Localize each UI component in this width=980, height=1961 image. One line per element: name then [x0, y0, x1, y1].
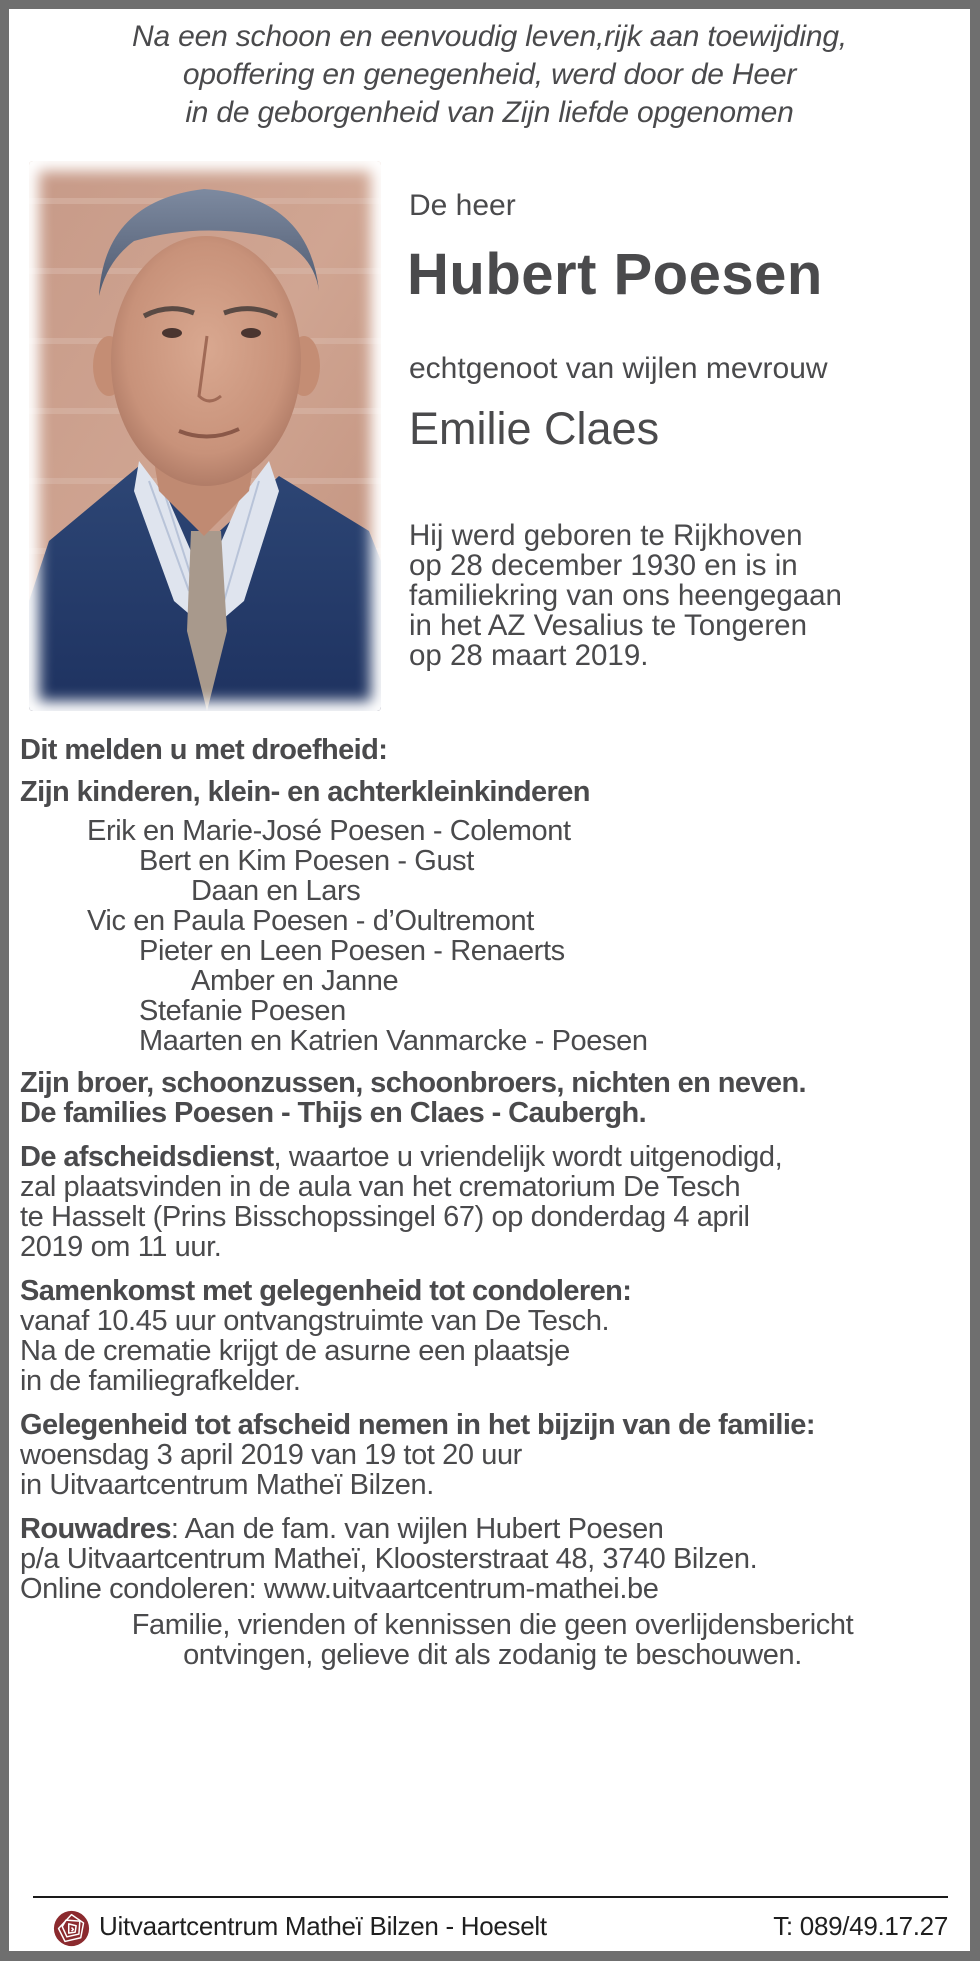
announcement-heading: Dit melden u met droefheid:	[20, 734, 388, 766]
service-text: , waartoe u vriendelijk wordt uitgenodigd,	[273, 1141, 783, 1173]
intro-verse-line: Na een schoon en eenvoudig leven,rijk aan toewijding,	[132, 20, 847, 53]
family-member: Stefanie Poesen	[139, 995, 346, 1027]
children-heading: Zijn kinderen, klein- en achterkleinkinderen	[20, 776, 590, 808]
mourning-address-line	[20, 1514, 965, 1544]
notice-line: ontvingen, gelieve dit als zodanig te beschouwen.	[183, 1639, 802, 1671]
intro-verse-line: in de geborgenheid van Zijn liefde opgenomen	[185, 96, 794, 129]
relatives-line: De families Poesen - Thijs en Claes - Caubergh.	[20, 1097, 647, 1129]
gathering-line: Na de crematie krijgt de asurne een plaatsje	[20, 1335, 570, 1367]
service-first-line	[20, 1142, 965, 1172]
gathering-line: vanaf 10.45 uur ontvangstruimte van De Tesch.	[20, 1305, 610, 1337]
intro-verse	[9, 18, 970, 132]
notice-line: Familie, vrienden of kennissen die geen overlijdensbericht	[131, 1609, 854, 1641]
salutation: De heer	[409, 189, 516, 222]
family-member: Erik en Marie-José Poesen - Colemont	[87, 815, 571, 847]
online-condolence-link[interactable]: www.uitvaartcentrum-mathei.be	[263, 1573, 659, 1605]
family-member: Vic en Paula Poesen - d’Oultremont	[87, 905, 534, 937]
viewing-heading: Gelegenheid tot afscheid nemen in het bijzijn van de familie:	[20, 1409, 815, 1441]
family-member: Pieter en Leen Poesen - Renaerts	[139, 935, 565, 967]
family-member: Bert en Kim Poesen - Gust	[139, 845, 474, 877]
rose-logo-icon	[53, 1910, 90, 1947]
footer-divider	[33, 1896, 948, 1898]
viewing-line: woensdag 3 april 2019 van 19 tot 20 uur	[20, 1439, 522, 1471]
obituary-card	[9, 9, 970, 1951]
online-condolence-line	[20, 1574, 965, 1604]
family-member: Maarten en Katrien Vanmarcke - Poesen	[139, 1025, 648, 1057]
bio-line: op 28 maart 2019.	[409, 639, 649, 672]
footer	[33, 1907, 948, 1949]
announcement-body	[20, 735, 965, 1670]
mourning-address-label: Rouwadres	[20, 1513, 171, 1545]
bio-line: op 28 december 1930 en is in	[409, 549, 798, 582]
intro-verse-line: opoffering en genegenheid, werd door de Heer	[182, 58, 797, 91]
service-line: zal plaatsvinden in de aula van het crematorium De Tesch	[20, 1171, 741, 1203]
family-member: Amber en Janne	[191, 965, 399, 997]
mourning-address-text: : Aan de fam. van wijlen Hubert Poesen	[170, 1513, 664, 1545]
spouse-name: Emilie Claes	[409, 403, 660, 454]
funeral-home-phone: T: 089/49.17.27	[773, 1911, 948, 1941]
viewing-line: in Uitvaartcentrum Matheï Bilzen.	[20, 1469, 434, 1501]
family-member: Daan en Lars	[191, 875, 361, 907]
portrait-photo	[29, 161, 381, 711]
gathering-heading: Samenkomst met gelegenheid tot condoleren:	[20, 1275, 632, 1307]
relatives-line: Zijn broer, schoonzussen, schoonbroers, nichten en neven.	[20, 1067, 807, 1099]
mourning-address-line: p/a Uitvaartcentrum Matheï, Kloosterstraat 48, 3740 Bilzen.	[20, 1543, 758, 1575]
bio-line: in het AZ Vesalius te Tongeren	[409, 609, 807, 642]
gathering-line: in de familiegrafkelder.	[20, 1365, 301, 1397]
service-line: 2019 om 11 uur.	[20, 1231, 222, 1263]
funeral-home-name: Uitvaartcentrum Matheï Bilzen - Hoeselt	[99, 1911, 547, 1941]
online-condolence-label: Online condoleren:	[20, 1573, 264, 1605]
spouse-label: echtgenoot van wijlen mevrouw	[409, 352, 828, 385]
bio-line: familiekring van ons heengegaan	[409, 579, 842, 612]
bio-line: Hij werd geboren te Rijkhoven	[409, 519, 803, 552]
deceased-name: Hubert Poesen	[407, 242, 823, 307]
service-label: De afscheidsdienst	[20, 1141, 274, 1173]
service-line: te Hasselt (Prins Bisschopssingel 67) op donderdag 4 april	[20, 1201, 750, 1233]
biography	[409, 521, 842, 671]
